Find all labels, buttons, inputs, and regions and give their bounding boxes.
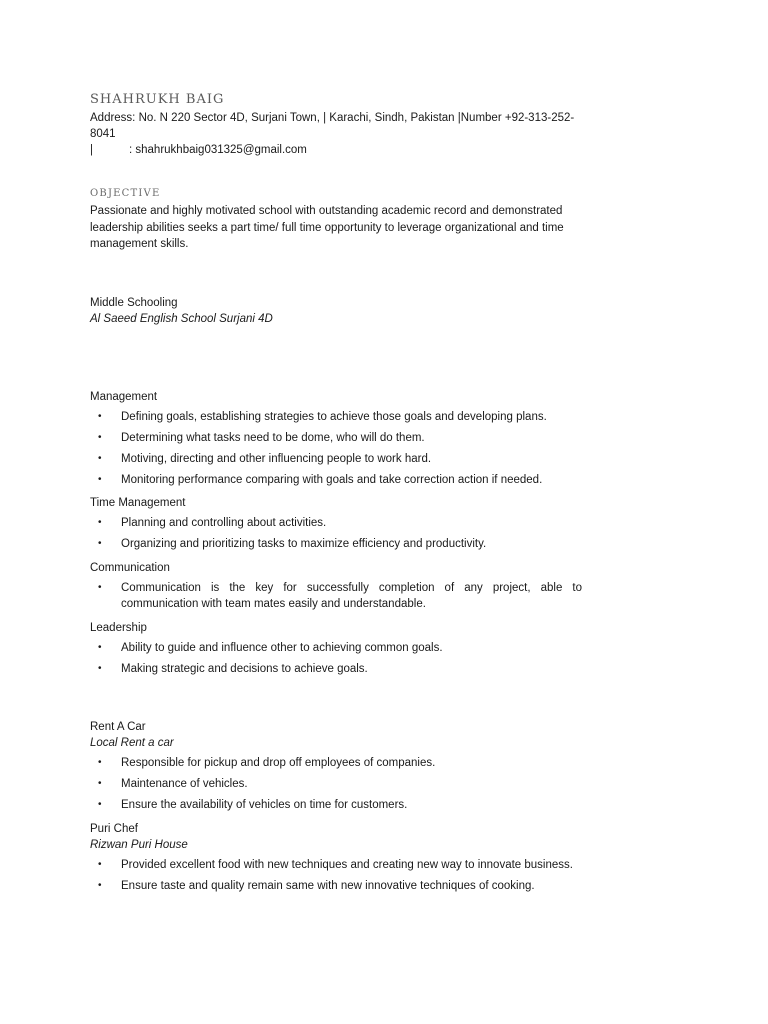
skill-list bbox=[90, 515, 582, 553]
job-title: Puri Chef bbox=[90, 822, 138, 835]
bullet-icon: • bbox=[98, 581, 102, 593]
skill-group-title: Communication bbox=[90, 561, 170, 574]
skill-group-title: Time Management bbox=[90, 497, 186, 509]
list-item: • Determining what tasks need to be dome, who will do them. bbox=[90, 430, 582, 447]
bullet-icon: • bbox=[98, 473, 102, 485]
education-section bbox=[90, 295, 582, 327]
bullet-icon: • bbox=[98, 799, 102, 810]
list-item: • Communication is the key for successfully completion of any project, able to communication with team mates easily and understandable. bbox=[98, 581, 582, 610]
bullet-icon: • bbox=[98, 431, 102, 443]
skill-list bbox=[90, 580, 582, 613]
email-line bbox=[90, 142, 582, 158]
email-text: : shahrukhbaig031325@gmail.com bbox=[129, 144, 307, 156]
bullet-icon: • bbox=[98, 858, 102, 870]
skill-list bbox=[90, 640, 582, 678]
skill-list bbox=[90, 409, 582, 489]
skill-group-communication bbox=[90, 560, 582, 613]
bullet-icon: • bbox=[98, 517, 102, 528]
list-item: • Ensure the availability of vehicles on time for customers. bbox=[90, 797, 582, 814]
experience-section bbox=[90, 719, 582, 894]
job-company: Rizwan Puri House bbox=[90, 838, 188, 851]
bullet-icon: • bbox=[98, 879, 102, 891]
skill-group-title: Leadership bbox=[90, 621, 147, 634]
job-puri-chef bbox=[90, 821, 582, 895]
email-prefix: | bbox=[90, 144, 93, 156]
list-item: • Defining goals, establishing strategies to achieve those goals and developing plans. bbox=[90, 409, 582, 426]
address-line: Address: No. N 220 Sector 4D, Surjani Town, | Karachi, Sindh, Pakistan |Number +92-313-252-8041 bbox=[90, 112, 575, 140]
list-item: • Monitoring performance comparing with goals and take correction action if needed. bbox=[90, 472, 582, 489]
bullet-icon: • bbox=[98, 662, 102, 674]
skill-group-leadership bbox=[90, 620, 582, 678]
list-item: • Motiving, directing and other influencing people to work hard. bbox=[90, 451, 582, 468]
list-item: • Responsible for pickup and drop off employees of companies. bbox=[90, 755, 582, 772]
list-item: • Provided excellent food with new techniques and creating new way to innovate business. bbox=[90, 857, 582, 874]
skills-section bbox=[90, 389, 582, 678]
job-company: Local Rent a car bbox=[90, 737, 174, 749]
resume-content bbox=[90, 92, 582, 899]
list-item: • Organizing and prioritizing tasks to maximize efficiency and productivity. bbox=[90, 536, 582, 553]
bullet-icon: • bbox=[98, 452, 102, 464]
list-item: • Ability to guide and influence other to achieving common goals. bbox=[90, 640, 582, 657]
skill-group-time-management bbox=[90, 495, 582, 553]
education-degree: Middle Schooling bbox=[90, 296, 178, 309]
skill-group-management bbox=[90, 389, 582, 489]
list-item: • Maintenance of vehicles. bbox=[90, 776, 582, 793]
list-item: • Making strategic and decisions to achieve goals. bbox=[90, 661, 582, 678]
objective-text: Passionate and highly motivated school with outstanding academic record and demonstrated leadership abilities seeks a part time/ full time opportunity to leverage organizational and time management skills. bbox=[90, 205, 564, 250]
list-item: • Planning and controlling about activities. bbox=[90, 515, 582, 532]
job-duties bbox=[90, 755, 582, 814]
candidate-name: SHAHRUKH BAIG bbox=[90, 92, 225, 107]
objective-title: OBJECTIVE bbox=[90, 188, 161, 199]
skill-group-title: Management bbox=[90, 390, 158, 403]
bullet-icon: • bbox=[98, 757, 102, 768]
job-rent-a-car bbox=[90, 719, 582, 814]
bullet-icon: • bbox=[98, 641, 102, 653]
education-school: Al Saeed English School Surjani 4D bbox=[90, 312, 273, 325]
list-item: • Ensure taste and quality remain same with new innovative techniques of cooking. bbox=[90, 878, 582, 895]
job-duties bbox=[90, 857, 582, 895]
job-title: Rent A Car bbox=[90, 721, 146, 733]
bullet-icon: • bbox=[98, 778, 102, 789]
bullet-icon: • bbox=[98, 538, 102, 549]
bullet-icon: • bbox=[98, 410, 102, 422]
